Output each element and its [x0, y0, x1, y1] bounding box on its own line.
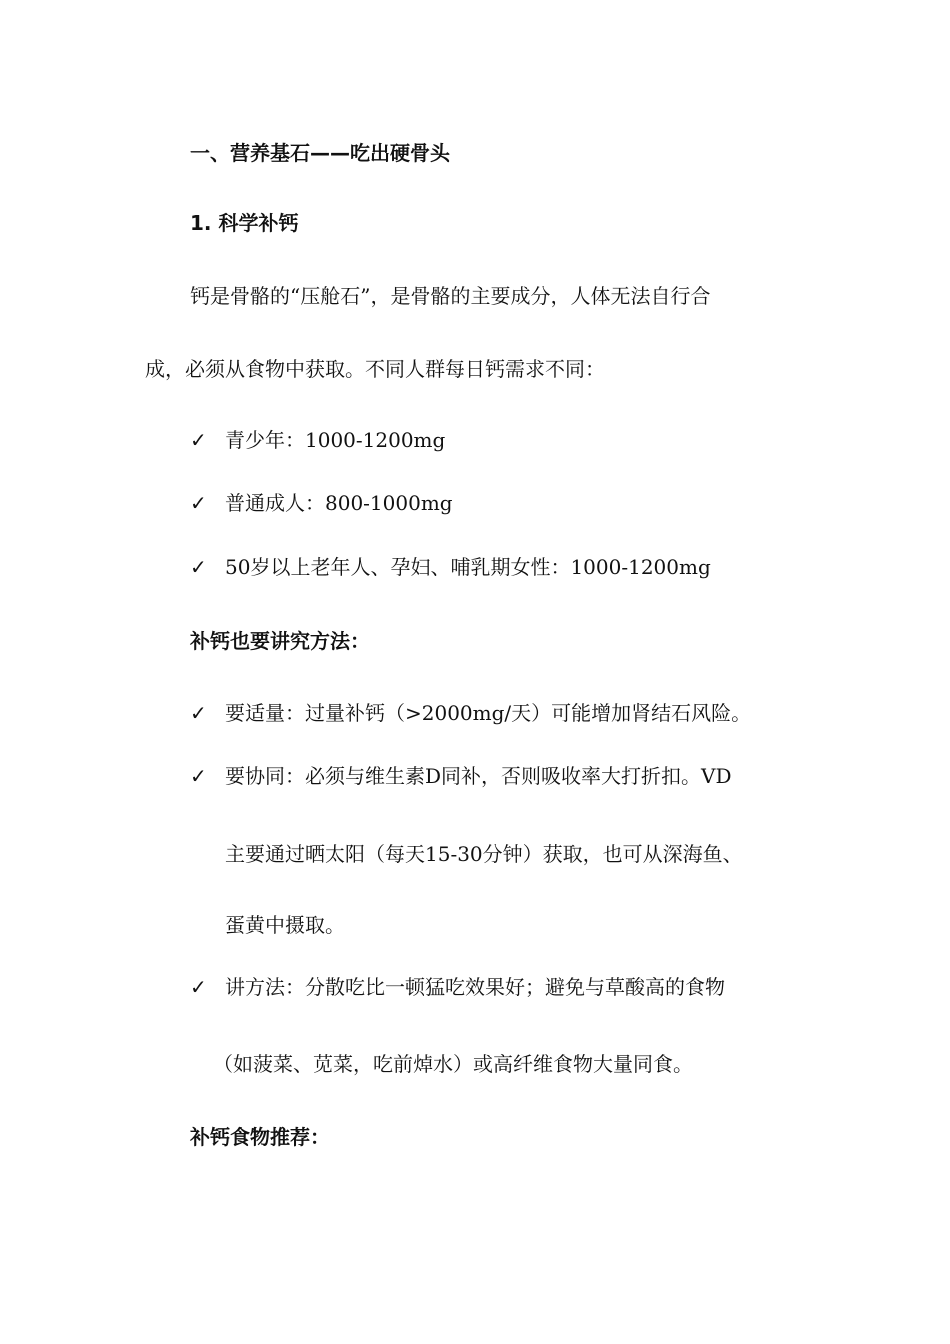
check-icon: ✓	[190, 555, 207, 579]
foods-heading: 补钙食物推荐：	[190, 1125, 330, 1149]
requirement-item: 50岁以上老年人、孕妇、哺乳期女性：1000-1200mg	[225, 555, 711, 579]
check-icon: ✓	[190, 701, 207, 725]
check-icon: ✓	[190, 764, 207, 788]
requirement-item: 普通成人：800-1000mg	[225, 491, 453, 515]
method-item-line: （如菠菜、苋菜，吃前焯水）或高纤维食物大量同食。	[213, 1052, 693, 1076]
method-item-line: 讲方法：分散吃比一顿猛吃效果好；避免与草酸高的食物	[225, 975, 725, 999]
intro-line-1: 钙是骨骼的“压舱石”，是骨骼的主要成分，人体无法自行合	[190, 284, 711, 308]
section-title: 一、营养基石——吃出硬骨头	[190, 141, 450, 165]
method-item-line: 主要通过晒太阳（每天15-30分钟）获取，也可从深海鱼、	[225, 842, 743, 866]
method-item-line: 要协同：必须与维生素D同补，否则吸收率大打折扣。VD	[225, 764, 732, 788]
check-icon: ✓	[190, 428, 207, 452]
check-icon: ✓	[190, 491, 207, 515]
requirement-item: 青少年：1000-1200mg	[225, 428, 446, 452]
check-icon: ✓	[190, 975, 207, 999]
method-item-line: 蛋黄中摄取。	[225, 913, 345, 937]
intro-line-2: 成，必须从食物中获取。不同人群每日钙需求不同：	[145, 357, 605, 381]
methods-heading: 补钙也要讲究方法：	[190, 629, 370, 653]
subsection-title: 1. 科学补钙	[190, 211, 299, 235]
method-item: 要适量：过量补钙（>2000mg/天）可能增加肾结石风险。	[225, 701, 752, 725]
